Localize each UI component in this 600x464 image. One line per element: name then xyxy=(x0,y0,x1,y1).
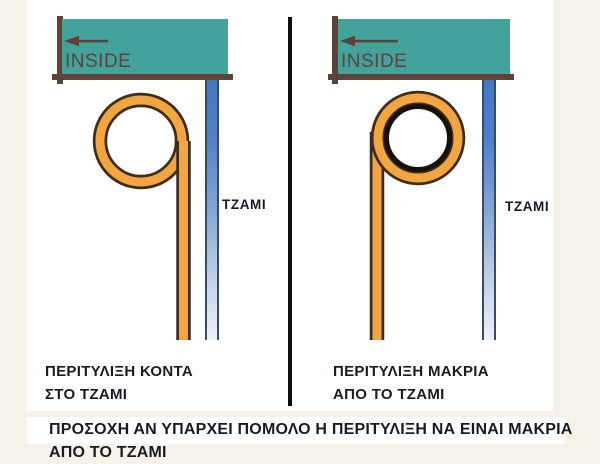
glass-pane xyxy=(205,80,219,340)
arrow-left-icon xyxy=(340,33,398,49)
caption-line: ΠΕΡΙΤΥΛΙΞΗ ΜΑΚΡΙΑ xyxy=(333,363,489,380)
glass-pane xyxy=(482,80,496,340)
glass-label: ΤΖΑΜΙ xyxy=(505,199,550,214)
caption-line: ΠΕΡΙΤΥΛΙΞΗ ΚΟΝΤΑ xyxy=(45,363,193,380)
inside-label: INSIDE xyxy=(341,51,408,72)
panel-caption xyxy=(45,360,193,406)
panel-caption xyxy=(333,360,489,406)
inside-label: INSIDE xyxy=(65,51,132,72)
caption-line: ΑΠΟ ΤΟ ΤΖΑΜΙ xyxy=(333,386,445,403)
glass-label: ΤΖΑΜΙ xyxy=(222,197,267,212)
warning-text-line2: ΑΠΟ ΤΟ ΤΖΑΜΙ xyxy=(49,444,167,461)
panel-divider xyxy=(288,17,292,406)
warning-text-line1: ΠΡΟΣΟΧΗ ΑΝ ΥΠΑΡΧΕΙ ΠΟΜΟΛΟ Η ΠΕΡΙΤΥΛΙΞΗ ΝΑ ΕΙΝΑΙ ΜΑΚΡΙΑ xyxy=(49,421,573,438)
caption-line: ΣΤΟ ΤΖΑΜΙ xyxy=(45,386,128,403)
arrow-left-icon xyxy=(64,33,108,49)
